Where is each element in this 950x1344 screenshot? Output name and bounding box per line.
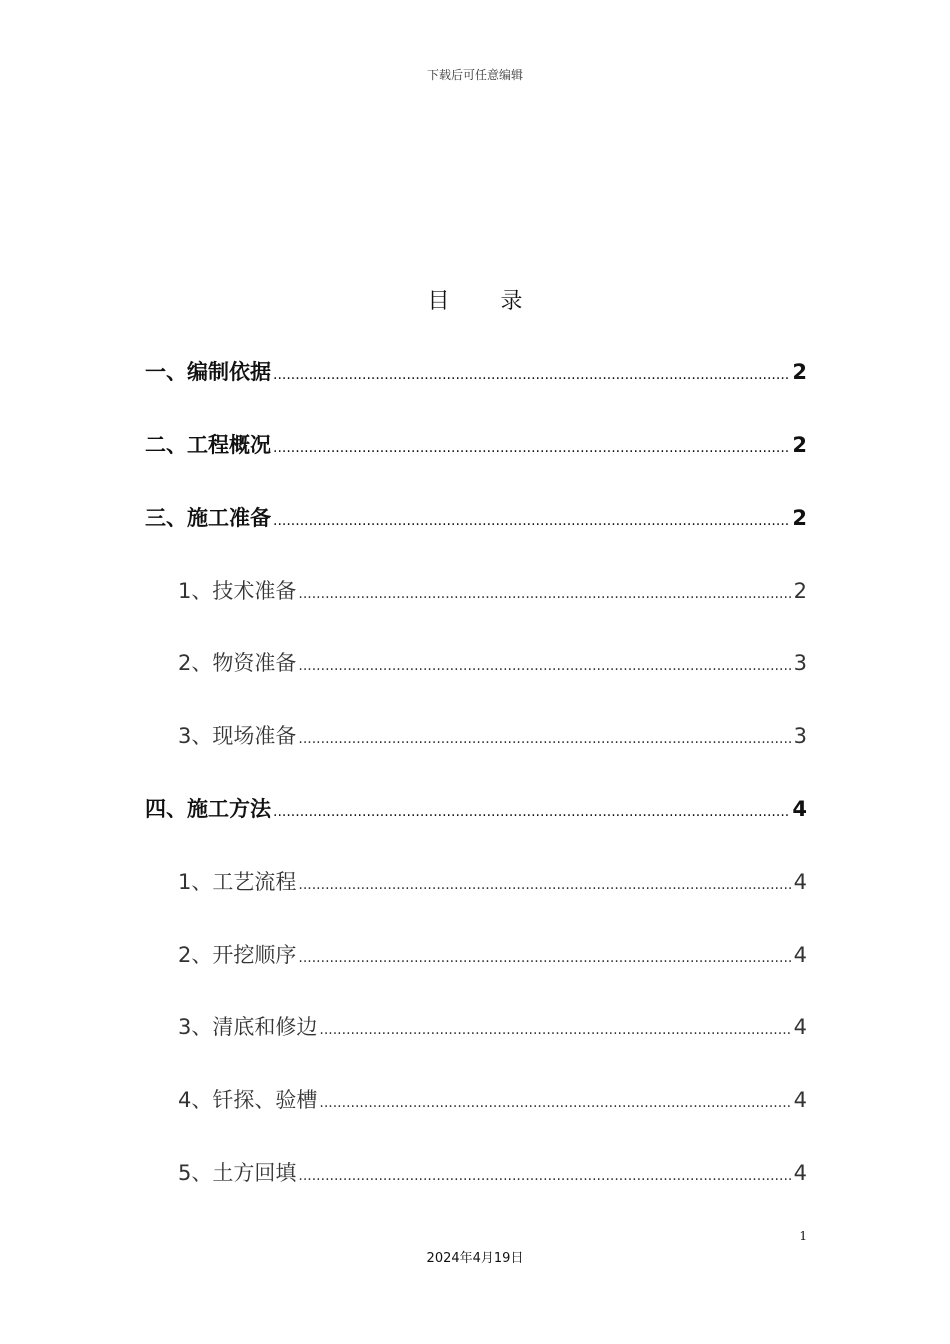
toc-leader-dots [273,356,790,391]
toc-leader-dots [298,939,791,974]
toc-entry-page: 4 [793,1088,807,1112]
toc-entry-label: 3、现场准备 [178,724,297,748]
footer-date: 2024年4月19日 [426,1251,524,1266]
toc-entry-backfill[interactable] [178,1157,807,1189]
toc-entry-label: 2、开挖顺序 [178,943,297,967]
toc-entry-technical-preparation[interactable] [178,575,807,607]
toc-entry-label: 5、土方回填 [178,1161,297,1185]
toc-entry-page: 2 [793,579,807,603]
toc-entry-construction-preparation[interactable] [145,502,807,534]
toc-entry-page: 3 [793,651,807,675]
toc-entry-label: 1、工艺流程 [178,870,297,894]
toc-entry-page: 4 [793,943,807,967]
toc-entry-page: 2 [792,360,807,384]
toc-leader-dots [298,1157,791,1192]
toc-entry-page: 4 [793,1161,807,1185]
toc-entry-page: 3 [793,724,807,748]
page-number: 1 [799,1229,807,1243]
toc-entry-page: 4 [792,797,807,821]
toc-entry-construction-method[interactable] [145,793,807,825]
toc-leader-dots [298,647,791,682]
toc-entry-label: 四、施工方法 [145,797,271,821]
toc-entry-label: 4、钎探、验槽 [178,1088,318,1112]
toc-leader-dots [319,1084,791,1119]
toc-entry-bottom-cleaning[interactable] [178,1011,807,1043]
toc-entry-label: 1、技术准备 [178,579,297,603]
toc-entry-excavation-sequence[interactable] [178,939,807,971]
toc-entry-process-flow[interactable] [178,866,807,898]
toc-leader-dots [298,866,791,901]
toc-leader-dots [273,502,790,537]
toc-entry-probing-inspection[interactable] [178,1084,807,1116]
toc-entry-label: 3、清底和修边 [178,1015,318,1039]
toc-entry-page: 4 [793,1015,807,1039]
toc-leader-dots [273,793,790,828]
toc-leader-dots [298,720,791,755]
toc-entry-page: 4 [793,870,807,894]
toc-entry-label: 2、物资准备 [178,651,297,675]
toc-entry-project-overview[interactable] [145,429,807,461]
header-note: 下载后可任意编辑 [426,68,523,82]
toc-entry-page: 2 [792,506,807,530]
toc-entry-label: 二、工程概况 [145,433,271,457]
toc-entry-label: 三、施工准备 [145,506,271,530]
toc-entry-material-preparation[interactable] [178,647,807,679]
toc-title: 目 录 [427,289,545,314]
toc-entry-label: 一、编制依据 [145,360,271,384]
toc-leader-dots [319,1011,791,1046]
toc-leader-dots [298,575,791,610]
toc-entry-site-preparation[interactable] [178,720,807,752]
toc-leader-dots [273,429,790,464]
toc-entry-compilation-basis[interactable] [145,356,807,388]
toc-entry-page: 2 [792,433,807,457]
